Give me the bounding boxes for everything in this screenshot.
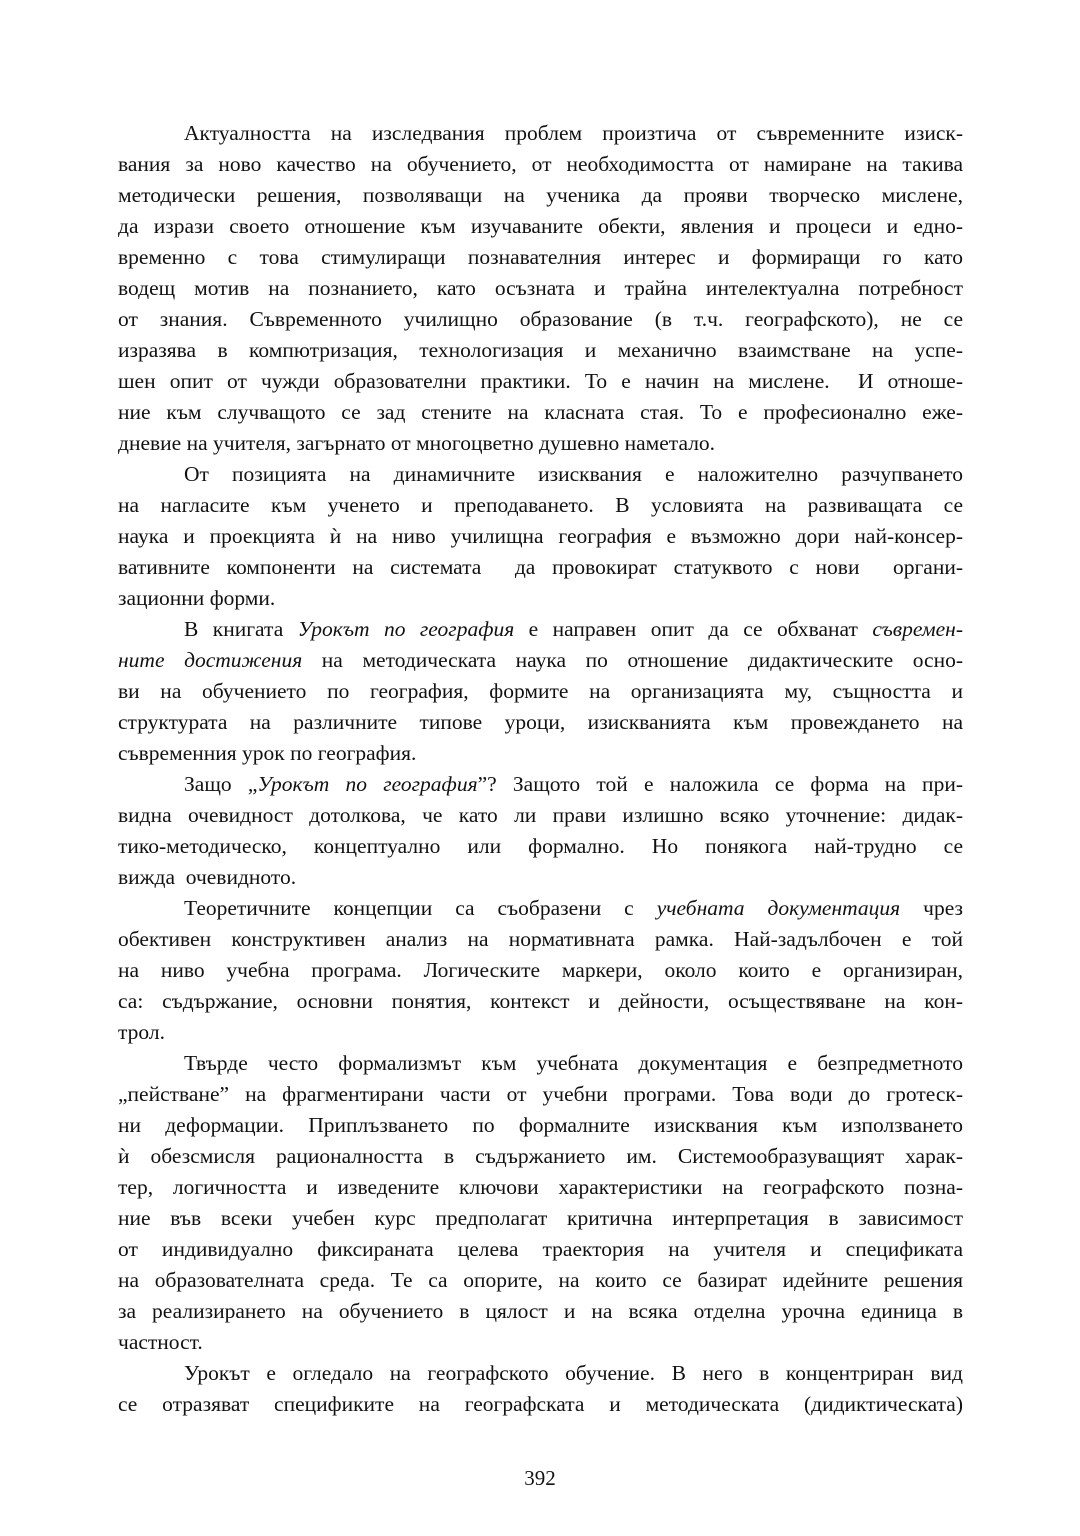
- text-run: на методическата наука по отношение дидактическите осно-: [302, 648, 963, 672]
- text-line: [118, 645, 963, 676]
- text-line: [118, 180, 963, 211]
- text-run: Защо „: [184, 772, 258, 796]
- text-line: [118, 707, 963, 738]
- text-line: [118, 1265, 963, 1296]
- text-line: [118, 1017, 963, 1048]
- text-line: [118, 1327, 963, 1358]
- text-run: трол.: [118, 1020, 165, 1044]
- text-run: се отразяват спецификите на географската и методическата (дидиктическата): [118, 1392, 963, 1416]
- text-run: Актуалността на изследвания проблем произтича от съвременните изиск-: [184, 121, 963, 145]
- text-line: [118, 304, 963, 335]
- paragraph: [118, 769, 963, 893]
- text-run: на образователната среда. Те са опорите, на които се базират идейните решения: [118, 1268, 963, 1292]
- text-run: изразява в компютризация, технологизация и механично взаимстване на успе-: [118, 338, 963, 362]
- text-run: зационни форми.: [118, 586, 276, 610]
- text-line: [118, 366, 963, 397]
- text-line: [118, 893, 963, 924]
- text-run: водещ мотив на познанието, като осъзната и трайна интелектуална потребност: [118, 276, 963, 300]
- text-line: [118, 1203, 963, 1234]
- text-run: да изрази своето отношение към изучаваните обекти, явления и процеси и едно-: [118, 214, 963, 238]
- text-run: ѝ обезсмисля рационалността в съдържанието им. Системообразуващият харак-: [118, 1144, 963, 1168]
- text-line: [118, 1141, 963, 1172]
- italic-text: Урокът по география: [297, 617, 515, 641]
- paragraph: [118, 118, 963, 459]
- text-line: [118, 118, 963, 149]
- text-line: [118, 986, 963, 1017]
- text-run: От позицията на динамичните изисквания е наложително разчупването: [184, 462, 963, 486]
- text-line: [118, 800, 963, 831]
- text-line: [118, 273, 963, 304]
- text-run: ни деформации. Приплъзването по формалните изисквания към използването: [118, 1113, 963, 1137]
- text-line: [118, 955, 963, 986]
- text-run: обективен конструктивен анализ на нормативната рамка. Най-задълбочен е той: [118, 927, 963, 951]
- text-run: методически решения, позволяващи на ученика да прояви творческо мислене,: [118, 183, 963, 207]
- text-run: ви на обучението по география, формите на организацията му, същността и: [118, 679, 963, 703]
- italic-text: съвремен-: [872, 617, 963, 641]
- text-run: от знания. Съвременното училищно образование (в т.ч. географското), не се: [118, 307, 963, 331]
- text-run: вативните компоненти на системата да провокират статуквото с нови органи-: [118, 555, 963, 579]
- italic-text: учебната документация: [656, 896, 901, 920]
- text-line: [118, 242, 963, 273]
- text-run: видна очевидност дотолкова, че като ли прави излишно всяко уточнение: дидак-: [118, 803, 963, 827]
- text-line: [118, 1172, 963, 1203]
- text-run: шен опит от чужди образователни практики. То е начин на мислене. И отноше-: [118, 369, 963, 393]
- text-line: [118, 583, 963, 614]
- text-run: тер, логичността и изведените ключови характеристики на географското позна-: [118, 1175, 963, 1199]
- text-run: временно с това стимулиращи познавателния интерес и формиращи го като: [118, 245, 963, 269]
- text-run: от индивидуално фиксираната целева траектория на учителя и спецификата: [118, 1237, 963, 1261]
- text-run: наука и проекцията ѝ на ниво училищна география е възможно дори най-консер-: [118, 524, 963, 548]
- text-run: на нагласите към ученето и преподаването. В условията на развиващата се: [118, 493, 963, 517]
- text-run: дневие на учителя, загърнато от многоцветно душевно наметало.: [118, 431, 716, 455]
- text-line: [118, 738, 963, 769]
- text-line: [118, 521, 963, 552]
- text-run: чрез: [900, 896, 964, 920]
- text-run: вижда очевидното.: [118, 865, 297, 889]
- text-run: структурата на различните типове уроци, изискванията към провеждането на: [118, 710, 963, 734]
- text-line: [118, 397, 963, 428]
- paragraph: [118, 1358, 963, 1420]
- text-line: [118, 1110, 963, 1141]
- text-run: частност.: [118, 1330, 203, 1354]
- text-run: „пействане” на фрагментирани части от учебни програми. Това води до гротеск-: [118, 1082, 963, 1106]
- paragraph: [118, 893, 963, 1048]
- paragraph: [118, 459, 963, 614]
- text-line: [118, 552, 963, 583]
- text-run: Урокът е огледало на географското обучение. В него в концентриран вид: [184, 1361, 963, 1385]
- text-line: [118, 831, 963, 862]
- text-line: [118, 459, 963, 490]
- text-line: [118, 1389, 963, 1420]
- text-run: тико-методическо, концептуално или формално. Но понякога най-трудно се: [118, 834, 963, 858]
- paragraph: [118, 1048, 963, 1358]
- text-line: [118, 335, 963, 366]
- text-run: ние към случващото се зад стените на класната стая. То е професионално еже-: [118, 400, 963, 424]
- text-line: [118, 614, 963, 645]
- text-line: [118, 862, 963, 893]
- text-line: [118, 924, 963, 955]
- text-run: на ниво учебна програма. Логическите маркери, около които е организиран,: [118, 958, 963, 982]
- text-run: са: съдържание, основни понятия, контекст и дейности, осъществяване на кон-: [118, 989, 963, 1013]
- document-page: [118, 118, 963, 1420]
- text-line: [118, 149, 963, 180]
- page-number: 392: [524, 1466, 556, 1490]
- text-run: ”? Защото той е наложила се форма на при-: [477, 772, 963, 796]
- text-line: [118, 211, 963, 242]
- text-line: [118, 769, 963, 800]
- text-line: [118, 428, 963, 459]
- text-run: съвременния урок по география.: [118, 741, 417, 765]
- italic-text: Урокът по география: [257, 772, 478, 796]
- text-run: ние във всеки учебен курс предполагат критична интерпретация в зависимост: [118, 1206, 963, 1230]
- text-run: за реализирането на обучението в цялост и на всяка отделна урочна единица в: [118, 1299, 963, 1323]
- text-run: Теоретичните концепции са съобразени с: [184, 896, 657, 920]
- text-run: В книгата: [184, 617, 298, 641]
- text-line: [118, 1079, 963, 1110]
- text-line: [118, 1358, 963, 1389]
- text-run: е направен опит да се обхванат: [514, 617, 873, 641]
- paragraph: [118, 614, 963, 769]
- text-line: [118, 676, 963, 707]
- text-line: [118, 1048, 963, 1079]
- italic-text: ните достижения: [118, 648, 303, 672]
- text-run: вания за ново качество на обучението, от необходимостта от намиране на такива: [118, 152, 963, 176]
- text-line: [118, 1234, 963, 1265]
- text-run: Твърде често формализмът към учебната документация е безпредметното: [184, 1051, 963, 1075]
- text-line: [118, 490, 963, 521]
- text-line: [118, 1296, 963, 1327]
